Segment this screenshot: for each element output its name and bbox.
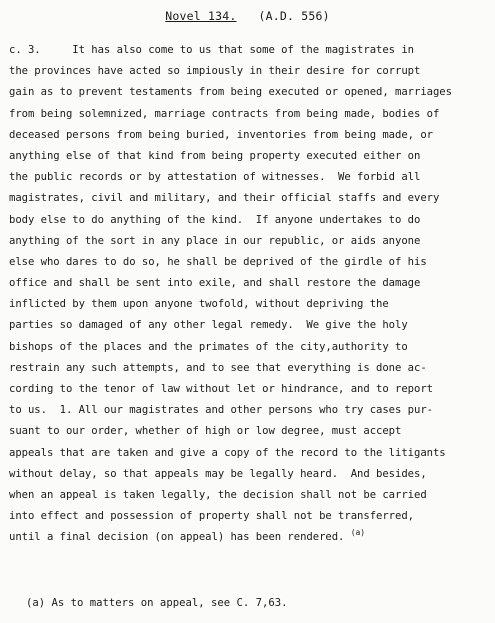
body-text [9,40,489,549]
text-line: from being solemnized, marriage contracts from being made, bodies of [9,107,440,120]
text-line: the provinces have acted so impiously in their desire for corrupt [9,65,421,78]
text-line-last-content: until a final decision (on appeal) has been rendered. [9,531,345,544]
text-line: to us. 1. All our magistrates and other persons who try cases pur- [9,404,433,417]
text-line: else who dares to do so, he shall be deprived of the girdle of his [9,255,427,268]
footnote: (a) As to matters on appeal, see C. 7,63. [26,597,288,609]
text-line-last [9,527,489,548]
text-line: deceased persons from being buried, inventories from being made, or [9,128,433,141]
text-line: into effect and possession of property shall not be transferred, [9,510,414,523]
page-header [0,9,495,23]
text-line: cording to the tenor of law without let or hindrance, and to report [9,383,433,395]
text-line: magistrates, civil and military, and their official staffs and every [9,192,440,205]
text-line: office and shall be sent into exile, and shall restore the damage [9,277,421,290]
text-line: body else to do anything of the kind. If anyone undertakes to do [9,213,421,226]
text-line: anything else of that kind from being property executed either on [9,149,421,162]
text-line: c. 3. It has also come to us that some of the magistrates in [9,44,414,56]
novel-title: Novel 134. [165,9,237,23]
text-line: the public records or by attestation of witnesses. We forbid all [9,171,421,184]
text-line: gain as to prevent testaments from being executed or opened, marriages [9,86,452,99]
text-line: suant to our order, whether of high or low degree, must accept [9,425,402,438]
text-line: anything of the sort in any place in our republic, or aids anyone [9,234,421,247]
text-line: restrain any such attempts, and to see that everything is done ac- [9,361,427,374]
text-line: bishops of the places and the primates of the city,authority to [9,340,408,353]
novel-date: (A.D. 556) [258,9,330,23]
text-line: parties so damaged of any other legal remedy. We give the holy [9,319,408,332]
text-line: appeals that are taken and give a copy of the record to the litigants [9,446,446,459]
footnote-marker: (a) [350,528,366,538]
text-line: inflicted by them upon anyone twofold, without depriving the [9,298,389,311]
text-line: when an appeal is taken legally, the decision shall not be carried [9,488,427,501]
text-line: without delay, so that appeals may be legally heard. And besides, [9,467,427,480]
